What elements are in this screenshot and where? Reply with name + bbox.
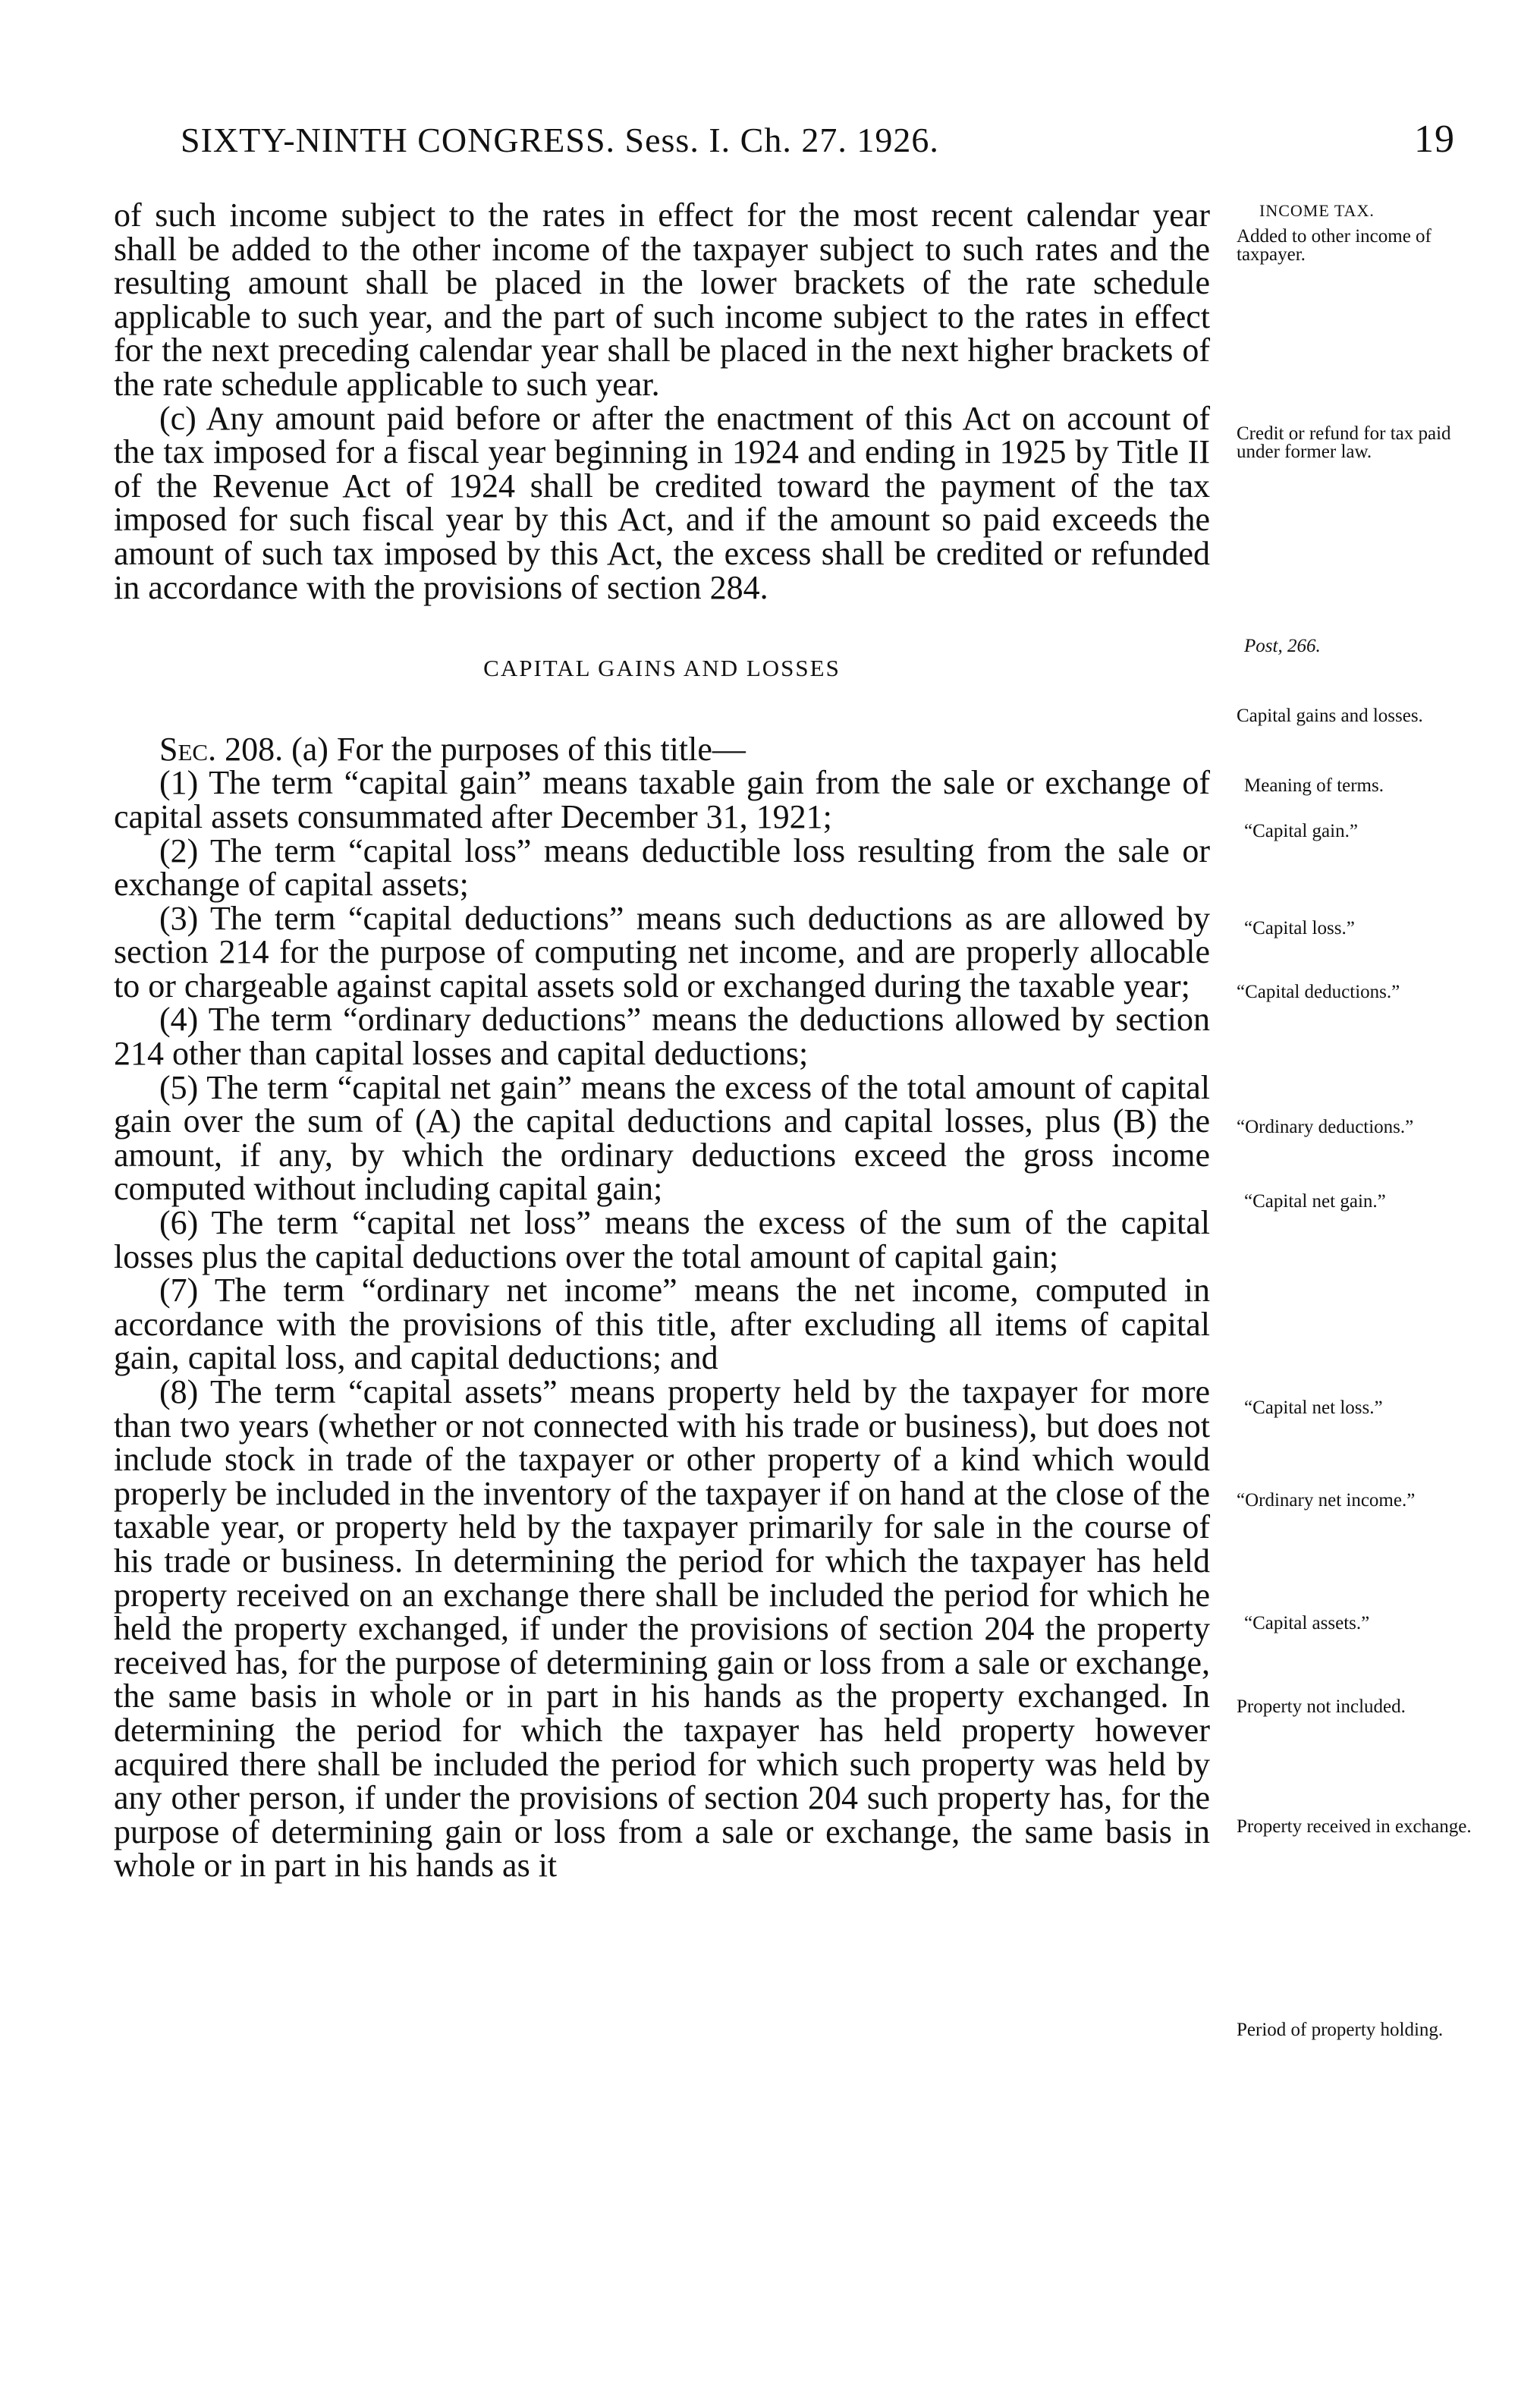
page-number: 19	[1414, 118, 1455, 161]
section-intro-text: (a) For the purposes of this title—	[291, 730, 746, 768]
margin-note: Capital gains and losses.	[1237, 706, 1423, 726]
definition-capital-deductions: (3) The term “capital deductions” means such deductions as are allowed by section 214 for the purpose of computing net income, and are properly allocable to or chargeable against capital assets sold or exchanged during the taxable year;	[114, 899, 1210, 1005]
margin-note: “Ordinary net income.”	[1237, 1490, 1416, 1511]
main-text	[114, 196, 1210, 1885]
definition-capital-assets: (8) The term “capital assets” means property held by the taxpayer for more than two years (whether or not connected with his trade or business), but does not include stock in trade of the taxpayer or other property of a kind which would properly be included in the inventory of the taxpayer if on hand at the close of the taxable year, or property held by the taxpayer primarily for sale in the course of his trade or business. In determining the period for which the taxpayer has held property received on an exchange there shall be included the period for which he held the property exchanged, if under the provisions of section 204 the property received has, for the purpose of determining gain or loss from a sale or exchange, the same basis in whole or in part in his hands as the property exchanged. In determining the period for which the taxpayer has held property however acquired there shall be included the period for which such property was held by any other person, if under the provisions of section 204 such property has, for the purpose of determining gain or loss from a sale or exchange, the same basis in whole or in part in his hands as it	[114, 1373, 1210, 1885]
definition-ordinary-deductions: (4) The term “ordinary deductions” means the deductions allowed by section 214 other than capital losses and capital deductions;	[114, 1001, 1210, 1073]
margin-note: INCOME TAX.	[1259, 201, 1375, 220]
definition-capital-net-gain: (5) The term “capital net gain” means the excess of the total amount of capital gain over the sum of (A) the capital deductions and capital losses, plus (B) the amount, if any, by which the ordinary deductions exceed the gross income computed without including capital gain;	[114, 1068, 1210, 1208]
margin-note: “Capital net loss.”	[1244, 1397, 1383, 1418]
margin-note: Post, 266.	[1244, 636, 1321, 656]
definition-capital-loss: (2) The term “capital loss” means deductible loss resulting from the sale or exchange of capital assets;	[114, 832, 1210, 904]
margin-note: “Capital deductions.”	[1237, 982, 1400, 1002]
section-heading: CAPITAL GAINS AND LOSSES	[483, 655, 841, 682]
margin-note: “Ordinary deductions.”	[1237, 1117, 1414, 1137]
margin-note: Credit or refund for tax paid under former law.	[1237, 423, 1451, 462]
section-208-intro	[114, 730, 1210, 768]
running-title: SIXTY-NINTH CONGRESS. Sess. I. Ch. 27. 1926.	[181, 121, 939, 159]
definition-ordinary-net-income: (7) The term “ordinary net income” means the net income, computed in accordance with the provisions of this title, after excluding all items of capital gain, capital loss, and capital deductions; and	[114, 1272, 1210, 1377]
paragraph-credit-refund: (c) Any amount paid before or after the enactment of this Act on account of the tax imposed for a fiscal year beginning in 1924 and ending in 1925 by Title II of the Revenue Act of 1924 shall be credited toward the payment of the tax imposed for such fiscal year by this Act, and if the amount so paid exceeds the amount of such tax imposed by this Act, the excess shall be credited or refunded in accordance with the provisions of section 284.	[114, 399, 1210, 606]
definition-capital-net-loss: (6) The term “capital net loss” means the excess of the sum of the capital losses plus the capital deductions over the total amount of capital gain;	[114, 1204, 1210, 1275]
margin-note: Property not included.	[1237, 1696, 1406, 1717]
margin-note: “Capital gain.”	[1244, 821, 1358, 841]
margin-note: Meaning of terms.	[1244, 775, 1384, 796]
margin-note: “Capital loss.”	[1244, 918, 1355, 938]
margin-note: Property received in exchange.	[1237, 1816, 1472, 1837]
page-header	[181, 120, 1455, 173]
definition-capital-gain: (1) The term “capital gain” means taxable gain from the sale or exchange of capital assets consummated after December 31, 1921;	[114, 764, 1210, 835]
margin-note: Added to other income of taxpayer.	[1237, 226, 1432, 265]
margin-note: “Capital net gain.”	[1244, 1191, 1386, 1212]
margin-note: Period of property holding.	[1237, 2020, 1444, 2040]
margin-note: “Capital assets.”	[1244, 1613, 1370, 1633]
paragraph-income-placement: of such income subject to the rates in effect for the most recent calendar year shall be added to the other income of the taxpayer subject to such rates and the resulting amount shall be placed in the lower brackets of the rate schedule applicable to such year, and the part of such income subject to the rates in effect for the next preceding calendar year shall be placed in the next higher brackets of the rate schedule applicable to such year.	[114, 196, 1210, 403]
section-label: Sec. 208.	[159, 730, 284, 768]
